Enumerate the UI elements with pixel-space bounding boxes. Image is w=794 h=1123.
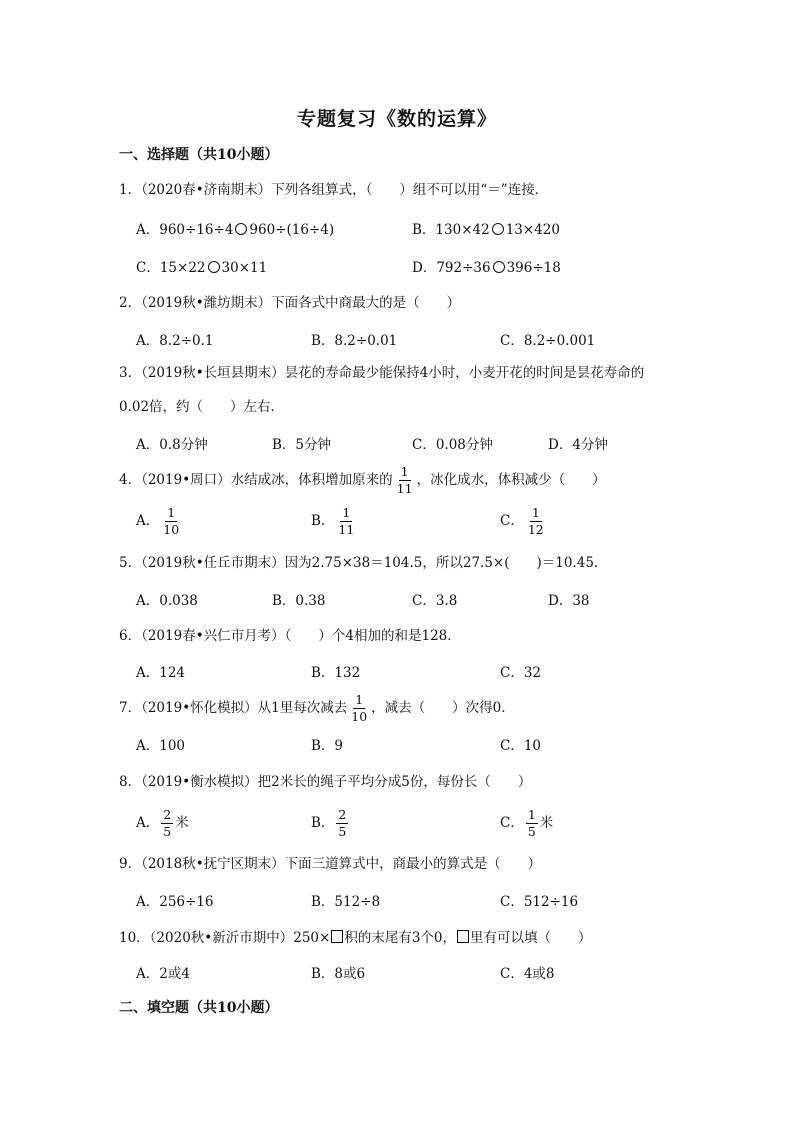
question-7-option-a[interactable]: A．100 (136, 738, 186, 754)
fraction (526, 504, 546, 537)
question-3-option-d[interactable]: D．4分钟 (548, 437, 608, 453)
question-2-stem: 2．（2019秋•潍坊期末）下面各式中商最大的是（ ） (119, 295, 461, 311)
question-1-option-a[interactable] (136, 220, 334, 240)
question-3-stem-line1: 3．（2019秋•长垣县期末）昙花的寿命最少能保持4小时，小麦开花的时间是昙花寿命的 (119, 365, 645, 381)
fraction (161, 806, 173, 839)
question-1-option-b[interactable] (412, 220, 560, 240)
option-label: C． (500, 513, 524, 529)
denominator: 12 (527, 522, 544, 537)
question-7-option-b[interactable]: B．9 (311, 738, 344, 754)
compare-circle-icon (208, 261, 220, 273)
question-3-option-b[interactable]: B．5分钟 (272, 437, 332, 453)
question-6-stem: 6．（2019春•兴仁市月考）（ ）个4相加的和是128． (119, 628, 461, 644)
question-3-option-c[interactable]: C．0.08分钟 (412, 437, 493, 453)
stem-text: 4．（2019•周口）水结成冰，体积增加原来的 (119, 472, 393, 488)
question-8-option-a[interactable] (136, 808, 189, 839)
question-8-option-b[interactable] (311, 808, 350, 839)
expression-right: 960÷(16÷4) (249, 222, 335, 238)
section-heading-fill-blank: 二、填空题（共10小题） (119, 1000, 279, 1016)
numerator: 1 (165, 507, 177, 523)
denominator: 11 (338, 522, 355, 537)
fraction (336, 806, 348, 839)
fraction (161, 504, 181, 537)
fraction (336, 504, 356, 537)
denominator: 5 (163, 824, 172, 839)
denominator: 5 (527, 824, 536, 839)
question-6-option-a[interactable]: A．124 (136, 665, 186, 681)
question-7-stem (119, 693, 515, 724)
question-10-option-a[interactable]: A．2或4 (136, 966, 190, 982)
fraction (526, 806, 538, 839)
question-1-option-c[interactable] (136, 258, 267, 278)
stem-text: 积的末尾有3个0， (344, 930, 457, 946)
denominator: 5 (338, 824, 347, 839)
question-1-option-d[interactable] (412, 258, 561, 278)
question-6-option-c[interactable]: C．32 (500, 665, 542, 681)
expression-left: 960÷16÷4 (159, 222, 234, 238)
question-8-option-c[interactable] (500, 808, 553, 839)
numerator: 1 (530, 507, 542, 523)
question-6-option-b[interactable]: B．132 (311, 665, 361, 681)
expression-left: 15×22 (159, 260, 206, 276)
numerator: 2 (161, 809, 173, 825)
question-5-option-d[interactable]: D．38 (548, 593, 590, 609)
option-label: B． (311, 815, 335, 831)
fraction (395, 463, 415, 496)
expression-left: 792÷36 (436, 260, 491, 276)
question-1-stem: 1．（2020春•济南期末）下列各组算式，（ ）组不可以用“＝”连接． (119, 182, 549, 198)
stem-text: 10．（2020秋•新沂市期中）250× (119, 930, 331, 946)
fraction (349, 691, 369, 724)
option-label: C． (136, 260, 160, 276)
question-2-option-a[interactable]: A．8.2÷0.1 (136, 333, 214, 349)
question-10-option-b[interactable]: B．8或6 (311, 966, 366, 982)
question-9-option-c[interactable]: C．512÷16 (500, 894, 579, 910)
question-5-option-c[interactable]: C．3.8 (412, 593, 458, 609)
denominator: 10 (351, 709, 368, 724)
compare-circle-icon (493, 261, 505, 273)
question-8-stem: 8．（2019•衡水模拟）把2米长的绳子平均分成5份，每份长（ ） (119, 774, 532, 790)
compare-circle-icon (492, 223, 504, 235)
numerator: 1 (399, 466, 411, 482)
question-9-stem: 9．（2018秋•抚宁区期末）下面三道算式中，商最小的算式是（ ） (119, 856, 542, 872)
option-label: B． (412, 222, 436, 238)
expression-right: 30×11 (221, 260, 268, 276)
numerator: 1 (526, 809, 538, 825)
question-10-option-c[interactable]: C．4或8 (500, 966, 555, 982)
stem-text: 里有可以填（ ） (470, 930, 592, 946)
question-5-option-b[interactable]: B．0.38 (272, 593, 326, 609)
stem-text: ，减去（ ）次得0． (371, 700, 515, 716)
stem-text: 7．（2019•怀化模拟）从1里每次减去 (119, 700, 348, 716)
section-heading-choice: 一、选择题（共10小题） (119, 147, 279, 163)
denominator: 11 (396, 481, 413, 496)
unit: 米 (175, 815, 189, 831)
question-4-option-c[interactable] (500, 506, 548, 537)
question-5-option-a[interactable]: A．0.038 (136, 593, 198, 609)
question-9-option-b[interactable]: B．512÷8 (311, 894, 381, 910)
question-2-option-b[interactable]: B．8.2÷0.01 (311, 333, 398, 349)
question-4-option-a[interactable] (136, 506, 183, 537)
option-label: B． (311, 513, 335, 529)
expression-left: 130×42 (435, 222, 490, 238)
option-label: A． (136, 222, 160, 238)
unit: 米 (539, 815, 554, 831)
expression-right: 396÷18 (506, 260, 561, 276)
stem-text: ，冰化成水，体积减少（ ） (416, 472, 606, 488)
question-4-stem (119, 465, 606, 496)
question-9-option-a[interactable]: A．256÷16 (136, 894, 214, 910)
blank-box-icon (331, 930, 343, 943)
compare-circle-icon (235, 223, 247, 235)
numerator: 1 (340, 507, 352, 523)
option-label: C． (500, 815, 524, 831)
question-3-stem-line2: 0.02倍，约（ ）左右． (119, 399, 285, 415)
question-3-option-a[interactable]: A．0.8分钟 (136, 437, 208, 453)
numerator: 1 (353, 694, 365, 710)
option-label: A． (136, 815, 160, 831)
question-10-stem (119, 928, 592, 948)
question-4-option-b[interactable] (311, 506, 358, 537)
numerator: 2 (336, 809, 348, 825)
expression-right: 13×420 (505, 222, 560, 238)
question-5-stem: 5．（2019秋•任丘市期末）因为2.75×38＝104.5，所以27.5×( )＝10.45． (119, 555, 608, 571)
page-title: 专题复习《数的运算》 (296, 108, 497, 130)
option-label: D． (412, 260, 437, 276)
question-2-option-c[interactable]: C．8.2÷0.001 (500, 333, 596, 349)
denominator: 10 (163, 522, 180, 537)
question-7-option-c[interactable]: C．10 (500, 738, 542, 754)
blank-box-icon (457, 930, 469, 943)
option-label: A． (136, 513, 160, 529)
